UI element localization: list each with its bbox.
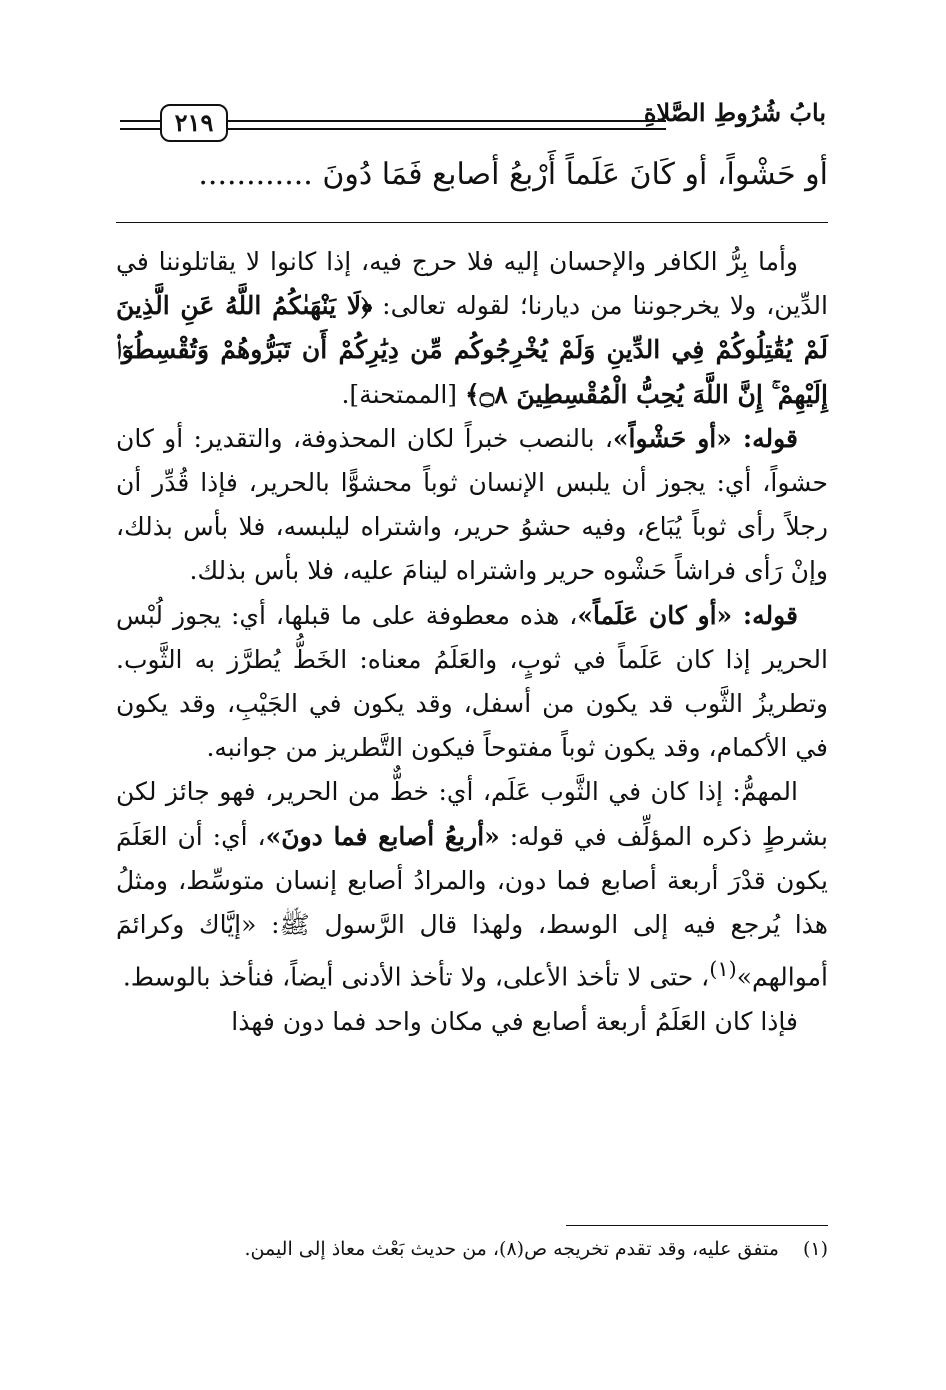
header-rule-right [224,120,666,130]
matn-quote: «أربعُ أصابع فما دونَ» [265,821,500,851]
commentary-body [116,240,828,1044]
paragraph-5: فإذا كان العَلَمُ أربعة أصابع في مكان واحد فما دون فهذا [231,1006,798,1036]
paragraph-3: قوله: «أو كان عَلَماً»، هذه معطوفة على ما قبلها، أي: يجوز لُبْس الحرير إذا كان عَلَماً في ثوبٍ، والعَلَمُ معناه: الخَطُّ يُطرَّز به الثَّوب. وتطريزُ الثَّوب قد يكون من أسفل، وقد يكون في الجَيْبِ، وقد يكون في الأكمام، وقد يكون ثوباً مفتوحاً فيكون التَّطريز من جوانبه. [116,600,828,763]
qawluhu-label: قوله: [732,600,798,630]
matn-separator [116,222,828,223]
paragraph-1: وأما بِرُّ الكافر والإحسان إليه فلا حرج فيه، إذا كانوا لا يقاتلوننا في الدِّين، ولا يخرجوننا من ديارنا؛ لقوله تعالى: ﴿لَا يَنْهَىٰكُمُ اللَّهُ عَنِ الَّذِينَ لَمْ يُقَٰتِلُوكُمْ فِي الدِّينِ وَلَمْ يُخْرِجُوكُم مِّن دِيَٰرِكُمْ أَن تَبَرُّوهُمْ وَتُقْسِطُوٓا۟ إِلَيْهِمْ ۚ إِنَّ اللَّهَ يُحِبُّ الْمُقْسِطِينَ ۝٨﴾ [الممتحنة]. [116,247,828,409]
matn-text: أو حَشْواً، أو كَانَ عَلَماً أَرْبعُ أصابع فَمَا دُونَ ............ [198,157,828,192]
page-number: ٢١٩ [160,104,228,142]
footnote-separator [566,1225,828,1226]
matn-quote: «أو كان عَلَماً» [577,600,733,630]
footnote-number: (١) [802,1238,828,1260]
footnote-text: متفق عليه، وقد تقدم تخريجه ص(٨)، من حديث بَعْث معاذ إلى اليمن. [244,1238,779,1260]
paragraph-4: المهمُّ: إذا كان في الثَّوب عَلَم، أي: خطٌّ من الحرير، فهو جائز لكن بشرطٍ ذكره المؤلِّف في قوله: «أربعُ أصابع فما دونَ»، أي: أن العَلَمَ يكون قدْرَ أربعة أصابع فما دون، والمرادُ أصابع إنسان متوسِّط، ومثلُ هذا يُرجع فيه إلى الوسط، ولهذا قال الرَّسول ﷺ: «إيَّاك وكرائمَ أموالهم»$^{(١)}$، حتى لا تأخذ الأعلى، ولا تأخذ الأدنى أيضاً، فنأخذ بالوسط. [116,777,828,992]
page-header [120,88,826,148]
chapter-title: بابُ شُرُوطِ الصَّلاةِ [643,98,826,127]
footnote-ref: (١) [709,957,737,982]
header-rule-left [120,120,160,130]
matn-quote: «أو حَشْواً» [612,423,732,453]
footnote [116,1234,828,1264]
quran-verse: ﴿لَا يَنْهَىٰكُمُ اللَّهُ عَنِ الَّذِينَ لَمْ يُقَٰتِلُوكُمْ فِي الدِّينِ وَلَمْ يُخْرِجُوكُم مِّن دِيَٰرِكُمْ أَن تَبَرُّوهُمْ وَتُقْسِطُوٓا۟ إِلَيْهِمْ ۚ إِنَّ اللَّهَ يُحِبُّ الْمُقْسِطِينَ ۝٨﴾ [116,291,828,409]
qawluhu-label: قوله: [731,423,798,453]
paragraph-2: قوله: «أو حَشْواً»، بالنصب خبراً لكان المحذوفة، والتقدير: أو كان حشواً، أي: يجوز أن يلبس الإنسان ثوباً محشوًّا بالحرير، فإذا قُدِّر أن رجلاً رأى ثوباً يُبَاع، وفيه حشوُ حرير، واشتراه ليلبسه، فلا بأس بذلك، وإنْ رَأى فراشاً حَشْوه حرير واشتراه لينامَ عليه، فلا بأس بذلك. [116,423,828,586]
